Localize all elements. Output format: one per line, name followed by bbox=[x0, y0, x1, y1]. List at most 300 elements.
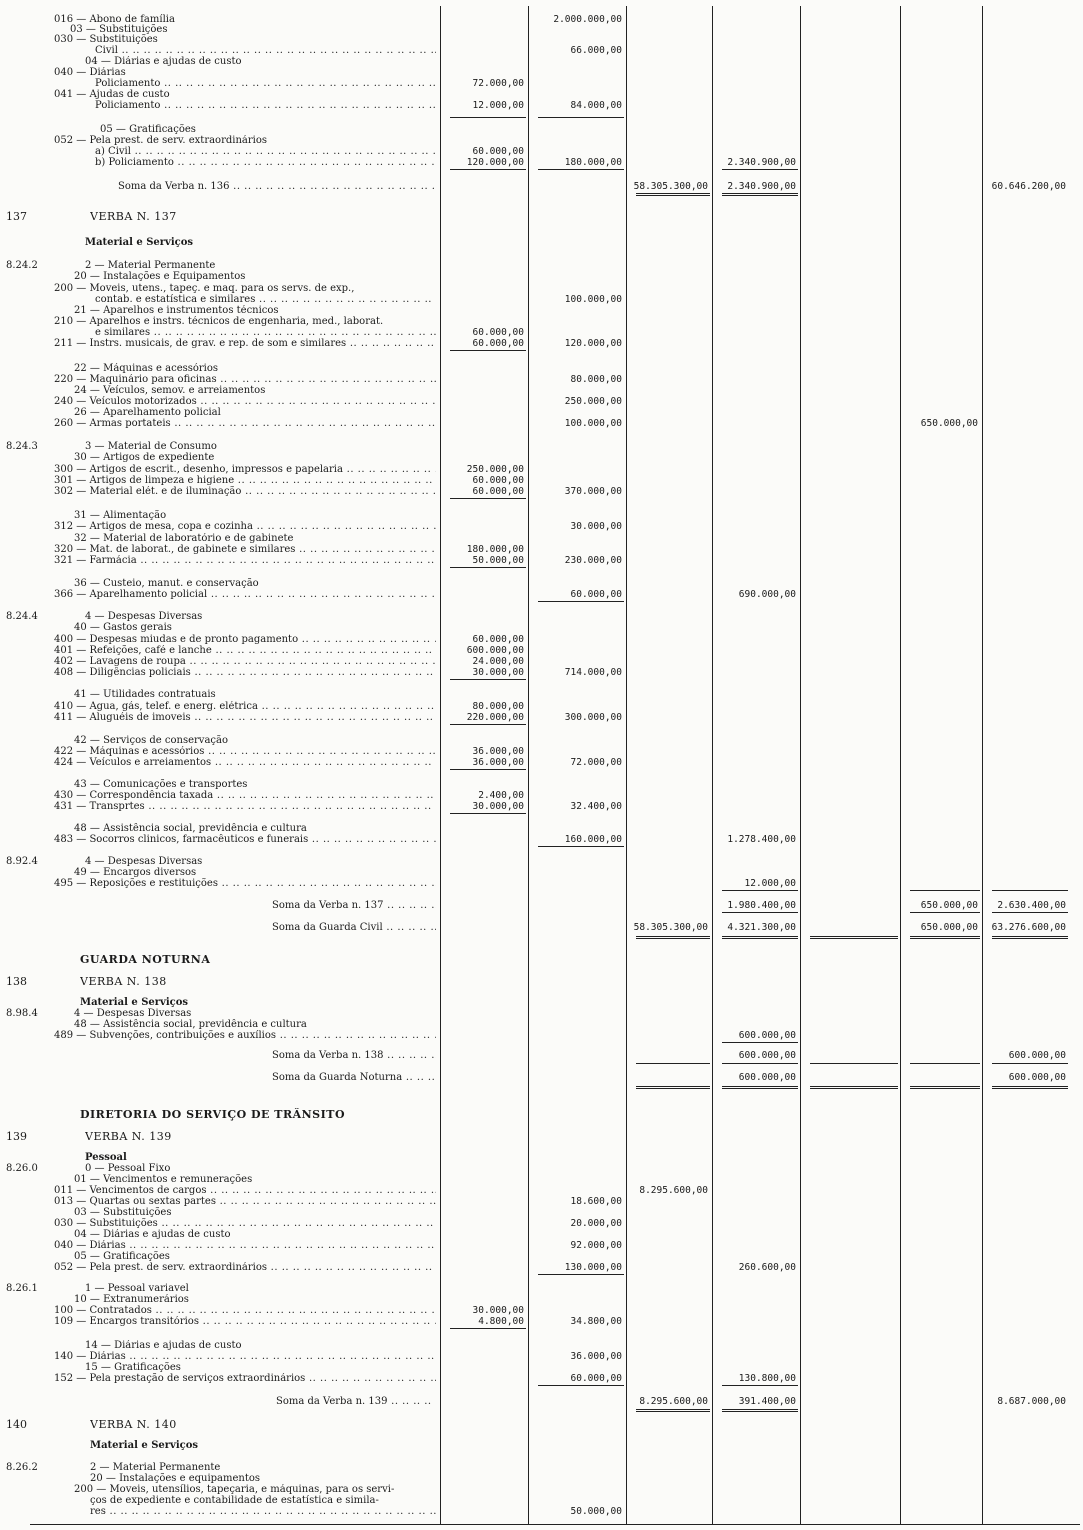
ledger-line bbox=[0, 790, 1083, 801]
ledger-line bbox=[0, 407, 1083, 418]
line-label: 430 — Correspondência taxada .. .. bbox=[54, 790, 436, 801]
ledger-line bbox=[0, 1294, 1083, 1305]
amount-col-1: 60.000,00 bbox=[472, 486, 524, 497]
line-label: 030 — Substituições .. .. bbox=[54, 1218, 436, 1229]
amount-col-6: 650.000,00 bbox=[920, 900, 978, 911]
line-label: 109 — Encargos transitórios .. .. bbox=[54, 1316, 436, 1327]
amount-col-1: 250.000,00 bbox=[466, 464, 524, 475]
line-label: 100 — Contratados .. .. bbox=[54, 1305, 436, 1316]
line-label: 43 — Comunicações e transportes bbox=[74, 779, 248, 790]
total-double-rule bbox=[636, 193, 710, 196]
classification-code: 8.92.4 bbox=[6, 856, 38, 867]
amount-col-7: 8.687.000,00 bbox=[997, 1396, 1066, 1407]
line-label: Soma da Verba n. 136 .. .. bbox=[118, 181, 436, 192]
amount-col-2: 2.000.000,00 bbox=[553, 14, 622, 25]
line-label: 301 — Artigos de limpeza e higiene .. .. bbox=[54, 475, 436, 486]
amount-col-2: 72.000,00 bbox=[570, 757, 622, 768]
subtotal-rule bbox=[992, 890, 1068, 891]
line-label: 483 — Socorros clinicos, farmacêuticos e funerais .. .. bbox=[54, 834, 436, 845]
ledger-line bbox=[0, 834, 1083, 845]
line-label: VERBA N. 137 bbox=[90, 210, 177, 223]
amount-col-2: 100.000,00 bbox=[564, 294, 622, 305]
ledger-line bbox=[0, 124, 1083, 135]
line-label: Soma da Verba n. 137 .. .. bbox=[272, 900, 436, 911]
total-double-rule bbox=[722, 1409, 798, 1412]
line-label: 030 — Substituições bbox=[54, 34, 158, 45]
line-label: 0 — Pessoal Fixo bbox=[85, 1163, 171, 1174]
line-label: 424 — Veículos e arreiamentos .. .. bbox=[54, 757, 436, 768]
amount-col-1: 4.800,00 bbox=[478, 1316, 524, 1327]
subtotal-rule bbox=[810, 1063, 898, 1064]
amount-col-4: 690.000,00 bbox=[738, 589, 796, 600]
ledger-line bbox=[0, 701, 1083, 712]
ledger-line bbox=[0, 271, 1083, 282]
ledger-line bbox=[0, 260, 1083, 271]
subtotal-rule bbox=[538, 601, 624, 602]
line-label: 22 — Máquinas e acessórios bbox=[74, 363, 219, 374]
amount-col-4: 1.980.400,00 bbox=[727, 900, 796, 911]
line-label: 3 — Material de Consumo bbox=[85, 441, 217, 452]
amount-col-4: 12.000,00 bbox=[744, 878, 796, 889]
line-label: 041 — Ajudas de custo bbox=[54, 89, 170, 100]
line-label: 4 — Despesas Diversas bbox=[85, 856, 203, 867]
ledger-line bbox=[0, 305, 1083, 316]
ledger-line bbox=[0, 486, 1083, 497]
subtotal-rule bbox=[538, 1385, 624, 1386]
ledger-line bbox=[0, 1440, 1083, 1451]
line-label: 42 — Serviços de conservação bbox=[74, 735, 228, 746]
amount-col-4: 2.340.900,00 bbox=[727, 181, 796, 192]
ledger-line bbox=[0, 452, 1083, 463]
ledger-line bbox=[0, 1130, 1083, 1143]
line-label: Policiamento .. .. bbox=[95, 78, 436, 89]
line-label: a) Civil .. .. bbox=[95, 146, 436, 157]
ledger-line bbox=[0, 1362, 1083, 1373]
ledger-line bbox=[0, 544, 1083, 555]
amount-col-2: 84.000,00 bbox=[570, 100, 622, 111]
amount-col-4: 600.000,00 bbox=[738, 1050, 796, 1061]
line-label: 302 — Material elét. e de iluminação .. .. bbox=[54, 486, 436, 497]
ledger-line bbox=[0, 1218, 1083, 1229]
line-label: 320 — Mat. de laborat., de gabinete e similares .. .. bbox=[54, 544, 436, 555]
subtotal-rule bbox=[910, 890, 980, 891]
amount-col-1: 72.000,00 bbox=[472, 78, 524, 89]
subtotal-rule bbox=[450, 1328, 526, 1329]
ledger-line bbox=[0, 78, 1083, 89]
line-label: 10 — Extranumerários bbox=[74, 1294, 189, 1305]
amount-col-3: 58.305.300,00 bbox=[633, 922, 708, 933]
classification-code: 8.24.2 bbox=[6, 260, 38, 271]
ledger-line bbox=[0, 210, 1083, 223]
subtotal-rule bbox=[636, 1063, 710, 1064]
line-label: 152 — Pela prestação de serviços extraordinários .. .. bbox=[54, 1373, 436, 1384]
amount-col-2: 100.000,00 bbox=[564, 418, 622, 429]
line-label: 05 — Gratificações bbox=[74, 1251, 170, 1262]
line-label: 016 — Abono de família bbox=[54, 14, 175, 25]
line-label: 48 — Assistência social, previdência e cultura bbox=[74, 823, 307, 834]
ledger-line bbox=[0, 1152, 1083, 1163]
amount-col-1: 600.000,00 bbox=[466, 645, 524, 656]
classification-code: 139 bbox=[6, 1130, 27, 1143]
amount-col-1: 120.000,00 bbox=[466, 157, 524, 168]
line-label: 312 — Artigos de mesa, copa e cozinha .. .. bbox=[54, 521, 436, 532]
amount-col-2: 714.000,00 bbox=[564, 667, 622, 678]
total-double-rule bbox=[636, 936, 710, 939]
subtotal-rule bbox=[992, 912, 1068, 913]
subtotal-rule bbox=[450, 567, 526, 568]
total-double-rule bbox=[910, 1086, 980, 1089]
ledger-line bbox=[0, 1495, 1083, 1506]
line-label: 20 — Instalações e Equipamentos bbox=[74, 271, 246, 282]
amount-col-2: 120.000,00 bbox=[564, 338, 622, 349]
line-label: 03 — Substituições bbox=[70, 24, 168, 35]
line-label: Soma da Verba n. 139 .. .. bbox=[276, 1396, 436, 1407]
classification-code: 137 bbox=[6, 210, 27, 223]
amount-col-2: 92.000,00 bbox=[570, 1240, 622, 1251]
subtotal-rule bbox=[722, 1063, 798, 1064]
ledger-line bbox=[0, 1283, 1083, 1294]
line-label: 04 — Diárias e ajudas de custo bbox=[74, 1229, 231, 1240]
ledger-line bbox=[0, 922, 1083, 933]
line-label: 422 — Máquinas e acessórios .. .. bbox=[54, 746, 436, 757]
amount-col-4: 2.340.900,00 bbox=[727, 157, 796, 168]
amount-col-2: 300.000,00 bbox=[564, 712, 622, 723]
ledger-line bbox=[0, 1506, 1083, 1517]
ledger-line bbox=[0, 1108, 1083, 1121]
subtotal-rule bbox=[722, 912, 798, 913]
line-label: 30 — Artigos de expediente bbox=[74, 452, 215, 463]
classification-code: 8.24.3 bbox=[6, 441, 38, 452]
line-label: Material e Serviços bbox=[80, 997, 189, 1008]
line-label: 20 — Instalações e equipamentos bbox=[90, 1473, 261, 1484]
classification-code: 8.98.4 bbox=[6, 1008, 38, 1019]
ledger-line bbox=[0, 667, 1083, 678]
amount-col-1: 30.000,00 bbox=[472, 667, 524, 678]
amount-col-7: 600.000,00 bbox=[1008, 1072, 1066, 1083]
ledger-line bbox=[0, 67, 1083, 78]
subtotal-rule bbox=[450, 498, 526, 499]
amount-col-1: 2.400,00 bbox=[478, 790, 524, 801]
bottom-rule bbox=[30, 1524, 1080, 1525]
ledger-line bbox=[0, 900, 1083, 911]
ledger-line bbox=[0, 1207, 1083, 1218]
total-double-rule bbox=[722, 1086, 798, 1089]
ledger-line bbox=[0, 146, 1083, 157]
ledger-line bbox=[0, 801, 1083, 812]
line-label: 01 — Vencimentos e remunerações bbox=[74, 1174, 253, 1185]
ledger-line bbox=[0, 656, 1083, 667]
line-label: 410 — Água, gás, telef. e energ. elétrica .. .. bbox=[54, 701, 436, 712]
line-label: 48 — Assistência social, previdência e cultura bbox=[74, 1019, 307, 1030]
ledger-line bbox=[0, 1251, 1083, 1262]
line-label: 40 — Gastos gerais bbox=[74, 622, 172, 633]
line-label: 011 — Vencimentos de cargos .. .. bbox=[54, 1185, 436, 1196]
line-label: b) Policiamento .. .. bbox=[95, 157, 436, 168]
amount-col-4: 1.278.400,00 bbox=[727, 834, 796, 845]
subtotal-rule bbox=[722, 169, 798, 170]
ledger-line bbox=[0, 418, 1083, 429]
line-label: 15 — Gratificações bbox=[85, 1362, 181, 1373]
amount-col-2: 66.000,00 bbox=[570, 45, 622, 56]
ledger-line bbox=[0, 1351, 1083, 1362]
ledger-line bbox=[0, 1462, 1083, 1473]
total-double-rule bbox=[810, 936, 898, 939]
line-label: 366 — Aparelhamento policial .. .. bbox=[54, 589, 436, 600]
line-label: GUARDA NOTURNA bbox=[80, 953, 211, 966]
amount-col-1: 220.000,00 bbox=[466, 712, 524, 723]
line-label: 240 — Veículos motorizados .. .. bbox=[54, 396, 436, 407]
amount-col-1: 60.000,00 bbox=[472, 475, 524, 486]
ledger-line bbox=[0, 645, 1083, 656]
line-label: 211 — Instrs. musicais, de grav. e rep. de som e similares .. .. bbox=[54, 338, 436, 349]
line-label: 140 — Diárias .. .. bbox=[54, 1351, 436, 1362]
line-label: VERBA N. 139 bbox=[85, 1130, 172, 1143]
line-label: 040 — Diárias .. .. bbox=[54, 1240, 436, 1251]
amount-col-2: 230.000,00 bbox=[564, 555, 622, 566]
ledger-line bbox=[0, 1229, 1083, 1240]
ledger-line bbox=[0, 757, 1083, 768]
subtotal-rule bbox=[450, 169, 526, 170]
classification-code: 8.26.1 bbox=[6, 1283, 38, 1294]
ledger-line bbox=[0, 135, 1083, 146]
ledger-line bbox=[0, 578, 1083, 589]
ledger-line bbox=[0, 157, 1083, 168]
ledger-line bbox=[0, 1473, 1083, 1484]
amount-col-4: 600.000,00 bbox=[738, 1030, 796, 1041]
line-label: 04 — Diárias e ajudas de custo bbox=[85, 56, 242, 67]
subtotal-rule bbox=[450, 724, 526, 725]
classification-code: 8.26.0 bbox=[6, 1163, 38, 1174]
line-label: Civil .. .. bbox=[95, 45, 436, 56]
subtotal-rule bbox=[538, 1274, 624, 1275]
amount-col-4: 260.600,00 bbox=[738, 1262, 796, 1273]
ledger-line bbox=[0, 1030, 1083, 1041]
ledger-line bbox=[0, 45, 1083, 56]
line-label: 4 — Despesas Diversas bbox=[74, 1008, 192, 1019]
line-label: 200 — Moveis, utensílios, tapeçaria, e máquinas, para os servi- bbox=[74, 1484, 395, 1495]
amount-col-1: 36.000,00 bbox=[472, 746, 524, 757]
ledger-line bbox=[0, 533, 1083, 544]
subtotal-rule bbox=[450, 117, 526, 118]
ledger-line bbox=[0, 1019, 1083, 1030]
subtotal-rule bbox=[538, 169, 624, 170]
amount-col-1: 60.000,00 bbox=[472, 338, 524, 349]
amount-col-1: 60.000,00 bbox=[472, 634, 524, 645]
line-label: 260 — Armas portateis .. .. bbox=[54, 418, 436, 429]
line-label: e similares .. .. bbox=[95, 327, 436, 338]
amount-col-2: 36.000,00 bbox=[570, 1351, 622, 1362]
subtotal-rule bbox=[910, 912, 980, 913]
amount-col-1: 60.000,00 bbox=[472, 327, 524, 338]
ledger-line bbox=[0, 1185, 1083, 1196]
ledger-line bbox=[0, 1418, 1083, 1431]
ledger-line bbox=[0, 622, 1083, 633]
amount-col-1: 30.000,00 bbox=[472, 1305, 524, 1316]
line-label: contab. e estatística e similares .. .. bbox=[95, 294, 436, 305]
ledger-line bbox=[0, 34, 1083, 45]
amount-col-3: 8.295.600,00 bbox=[639, 1185, 708, 1196]
ledger-line bbox=[0, 1396, 1083, 1407]
subtotal-rule bbox=[450, 813, 526, 814]
line-label: 401 — Refeições, café e lanche .. .. bbox=[54, 645, 436, 656]
amount-col-2: 60.000,00 bbox=[570, 589, 622, 600]
amount-col-2: 32.400,00 bbox=[570, 801, 622, 812]
ledger-line bbox=[0, 1196, 1083, 1207]
amount-col-7: 2.630.400,00 bbox=[997, 900, 1066, 911]
ledger-line bbox=[0, 1008, 1083, 1019]
subtotal-rule bbox=[450, 350, 526, 351]
line-label: 411 — Aluguéis de imoveis .. .. bbox=[54, 712, 436, 723]
classification-code: 140 bbox=[6, 1418, 27, 1431]
line-label: 495 — Reposições e restituições .. .. bbox=[54, 878, 436, 889]
line-label: 052 — Pela prest. de serv. extraordinários .. .. bbox=[54, 1262, 436, 1273]
amount-col-2: 50.000,00 bbox=[570, 1506, 622, 1517]
ledger-line bbox=[0, 779, 1083, 790]
amount-col-4: 130.800,00 bbox=[738, 1373, 796, 1384]
total-double-rule bbox=[636, 1409, 710, 1412]
amount-col-1: 60.000,00 bbox=[472, 146, 524, 157]
line-label: 210 — Aparelhos e instrs. técnicos de engenharia, med., laborat. bbox=[54, 316, 384, 327]
ledger-line bbox=[0, 1240, 1083, 1251]
ledger-line bbox=[0, 856, 1083, 867]
amount-col-2: 370.000,00 bbox=[564, 486, 622, 497]
amount-col-7: 63.276.600,00 bbox=[991, 922, 1066, 933]
subtotal-rule bbox=[450, 679, 526, 680]
ledger-line bbox=[0, 634, 1083, 645]
classification-code: 138 bbox=[6, 975, 27, 988]
ledger-line bbox=[0, 521, 1083, 532]
ledger-line bbox=[0, 475, 1083, 486]
line-label: 24 — Veículos, semov. e arreiamentos bbox=[74, 385, 266, 396]
ledger-line bbox=[0, 237, 1083, 248]
line-label: Soma da Verba n. 138 .. .. bbox=[272, 1050, 436, 1061]
amount-col-2: 160.000,00 bbox=[564, 834, 622, 845]
subtotal-rule bbox=[722, 890, 798, 891]
amount-col-2: 180.000,00 bbox=[564, 157, 622, 168]
line-label: res .. .. bbox=[90, 1506, 436, 1517]
ledger-line bbox=[0, 100, 1083, 111]
line-label: 31 — Alimentação bbox=[74, 510, 167, 521]
amount-col-1: 180.000,00 bbox=[466, 544, 524, 555]
subtotal-rule bbox=[450, 769, 526, 770]
ledger-line bbox=[0, 1484, 1083, 1495]
ledger-line bbox=[0, 878, 1083, 889]
line-label: 200 — Moveis, utens., tapeç. e maq. para os servs. de exp., bbox=[54, 283, 355, 294]
total-double-rule bbox=[992, 1086, 1068, 1089]
ledger-line bbox=[0, 283, 1083, 294]
line-label: 013 — Quartas ou sextas partes .. .. bbox=[54, 1196, 436, 1207]
line-label: Soma da Guarda Noturna .. .. bbox=[272, 1072, 436, 1083]
line-label: 321 — Farmácia .. .. bbox=[54, 555, 436, 566]
line-label: DIRETORIA DO SERVIÇO DE TRÂNSITO bbox=[80, 1108, 346, 1121]
amount-col-6: 650.000,00 bbox=[920, 418, 978, 429]
ledger-line bbox=[0, 294, 1083, 305]
line-label: VERBA N. 138 bbox=[80, 975, 167, 988]
line-label: 300 — Artigos de escrit., desenho, impressos e papelaria .. .. bbox=[54, 464, 436, 475]
amount-col-7: 600.000,00 bbox=[1008, 1050, 1066, 1061]
ledger-line bbox=[0, 1050, 1083, 1061]
amount-col-2: 34.800,00 bbox=[570, 1316, 622, 1327]
ledger-line bbox=[0, 867, 1083, 878]
ledger-line bbox=[0, 689, 1083, 700]
line-label: Material e Serviços bbox=[90, 1440, 199, 1451]
line-label: 32 — Material de laboratório e de gabinete bbox=[74, 533, 294, 544]
line-label: 408 — Diligências policiais .. .. bbox=[54, 667, 436, 678]
amount-col-4: 600.000,00 bbox=[738, 1072, 796, 1083]
ledger-line bbox=[0, 396, 1083, 407]
line-label: 1 — Pessoal variavel bbox=[85, 1283, 189, 1294]
ledger-line bbox=[0, 712, 1083, 723]
ledger-line bbox=[0, 953, 1083, 966]
amount-col-1: 12.000,00 bbox=[472, 100, 524, 111]
amount-col-6: 650.000,00 bbox=[920, 922, 978, 933]
ledger-line bbox=[0, 735, 1083, 746]
amount-col-2: 250.000,00 bbox=[564, 396, 622, 407]
amount-col-2: 20.000,00 bbox=[570, 1218, 622, 1229]
ledger-line bbox=[0, 316, 1083, 327]
amount-col-7: 60.646.200,00 bbox=[991, 181, 1066, 192]
total-double-rule bbox=[992, 936, 1068, 939]
line-label: Pessoal bbox=[85, 1152, 127, 1163]
subtotal-rule bbox=[992, 1063, 1068, 1064]
total-double-rule bbox=[722, 193, 798, 196]
ledger-line bbox=[0, 363, 1083, 374]
ledger-line bbox=[0, 441, 1083, 452]
classification-code: 8.26.2 bbox=[6, 1462, 38, 1473]
line-label: 03 — Substituições bbox=[74, 1207, 172, 1218]
line-label: 05 — Gratificações bbox=[100, 124, 196, 135]
line-label: 41 — Utilidades contratuais bbox=[74, 689, 216, 700]
line-label: 040 — Diárias bbox=[54, 67, 126, 78]
subtotal-rule bbox=[910, 1063, 980, 1064]
line-label: 052 — Pela prest. de serv. extraordinários bbox=[54, 135, 267, 146]
ledger-line bbox=[0, 1340, 1083, 1351]
ledger-line bbox=[0, 611, 1083, 622]
ledger-line bbox=[0, 338, 1083, 349]
ledger-line bbox=[0, 1316, 1083, 1327]
ledger-line bbox=[0, 1072, 1083, 1083]
total-double-rule bbox=[722, 936, 798, 939]
ledger-line bbox=[0, 374, 1083, 385]
amount-col-1: 80.000,00 bbox=[472, 701, 524, 712]
amount-col-2: 30.000,00 bbox=[570, 521, 622, 532]
line-label: 2 — Material Permanente bbox=[85, 260, 216, 271]
amount-col-2: 130.000,00 bbox=[564, 1262, 622, 1273]
ledger-line bbox=[0, 89, 1083, 100]
amount-col-2: 80.000,00 bbox=[570, 374, 622, 385]
line-label: VERBA N. 140 bbox=[90, 1418, 177, 1431]
subtotal-rule bbox=[538, 117, 624, 118]
amount-col-1: 30.000,00 bbox=[472, 801, 524, 812]
total-double-rule bbox=[810, 1086, 898, 1089]
amount-col-3: 8.295.600,00 bbox=[639, 1396, 708, 1407]
amount-col-3: 58.305.300,00 bbox=[633, 181, 708, 192]
ledger-line bbox=[0, 823, 1083, 834]
line-label: 431 — Transprtes .. .. bbox=[54, 801, 436, 812]
amount-col-1: 50.000,00 bbox=[472, 555, 524, 566]
amount-col-2: 18.600,00 bbox=[570, 1196, 622, 1207]
line-label: Policiamento .. .. bbox=[95, 100, 436, 111]
line-label: Soma da Guarda Civil .. .. bbox=[272, 922, 436, 933]
line-label: 489 — Subvenções, contribuições e auxílios .. .. bbox=[54, 1030, 436, 1041]
subtotal-rule bbox=[538, 846, 624, 847]
ledger-line bbox=[0, 997, 1083, 1008]
amount-col-4: 391.400,00 bbox=[738, 1396, 796, 1407]
line-label: 220 — Maquinário para oficinas .. .. bbox=[54, 374, 436, 385]
ledger-line bbox=[0, 555, 1083, 566]
line-label: 21 — Aparelhos e instrumentos técnicos bbox=[74, 305, 279, 316]
line-label: 49 — Encargos diversos bbox=[74, 867, 197, 878]
